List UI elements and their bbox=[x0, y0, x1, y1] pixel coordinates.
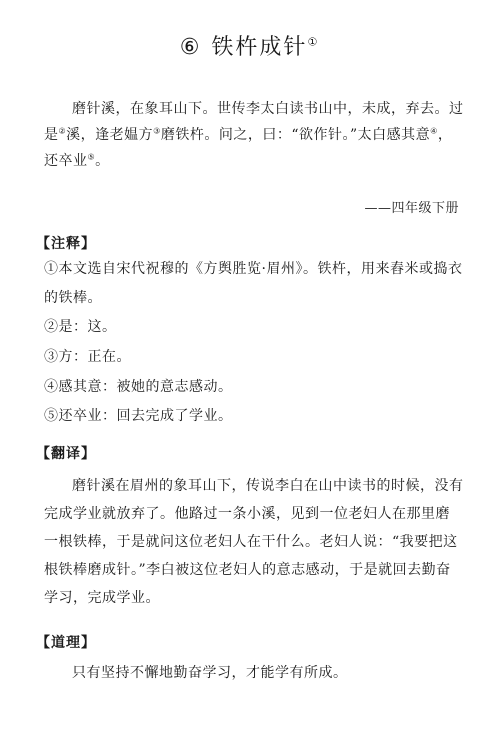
lesson-title bbox=[0, 30, 499, 61]
footnote-mark: ③ bbox=[153, 126, 161, 136]
original-text-part: 。 bbox=[95, 153, 110, 169]
notes-heading: 【注释】 bbox=[36, 236, 96, 252]
footnote-mark: ④ bbox=[430, 126, 438, 136]
original-text-part: 溪，逢老媪方 bbox=[66, 127, 154, 143]
moral-heading: 【道理】 bbox=[36, 635, 96, 651]
note-item: ②是：这。 bbox=[44, 319, 117, 335]
note-item: ⑤还卒业：回去完成了学业。 bbox=[44, 408, 233, 424]
footnote-mark: ⑤ bbox=[87, 152, 96, 162]
translation-text: 磨针溪在眉州的象耳山下，传说李白在山中读书的时候，没有完成学业就放弃了。他路过一条小溪，见到一位老妇人在那里磨一根铁棒，于是就问这位老妇人在干什么。老妇人说：“我要把这根铁棒磨成针。”李白被这位老妇人的意志感动，于是就回去勤奋学习，完成学业。 bbox=[44, 478, 464, 606]
footnote-mark: ② bbox=[58, 126, 67, 136]
translation-heading: 【翻译】 bbox=[36, 446, 96, 462]
note-item: ①本文选自宋代祝穆的《方舆胜览·眉州》。铁杵，用来舂米或捣衣的铁棒。 bbox=[44, 261, 463, 306]
title-footnote-mark: ① bbox=[307, 35, 320, 49]
note-item: ③方：正在。 bbox=[44, 349, 131, 365]
lesson-title-text: 铁杵成针 bbox=[211, 35, 308, 60]
original-text bbox=[44, 96, 464, 174]
original-text-part: 磨针溪，在象耳山下。世传李太白读书山中，未成，弃去。过是 bbox=[44, 101, 464, 143]
moral-text: 只有坚持不懈地勤奋学习，才能学有所成。 bbox=[72, 665, 348, 681]
source-note: ——四年级下册 bbox=[364, 201, 459, 216]
lesson-number: ⑥ bbox=[179, 35, 202, 60]
original-text-part: 磨铁杵。问之，曰：“欲作针。”太白感其意 bbox=[160, 127, 431, 143]
note-item: ④感其意：被她的意志感动。 bbox=[44, 379, 233, 395]
original-text-part: ，还卒业 bbox=[44, 127, 453, 169]
